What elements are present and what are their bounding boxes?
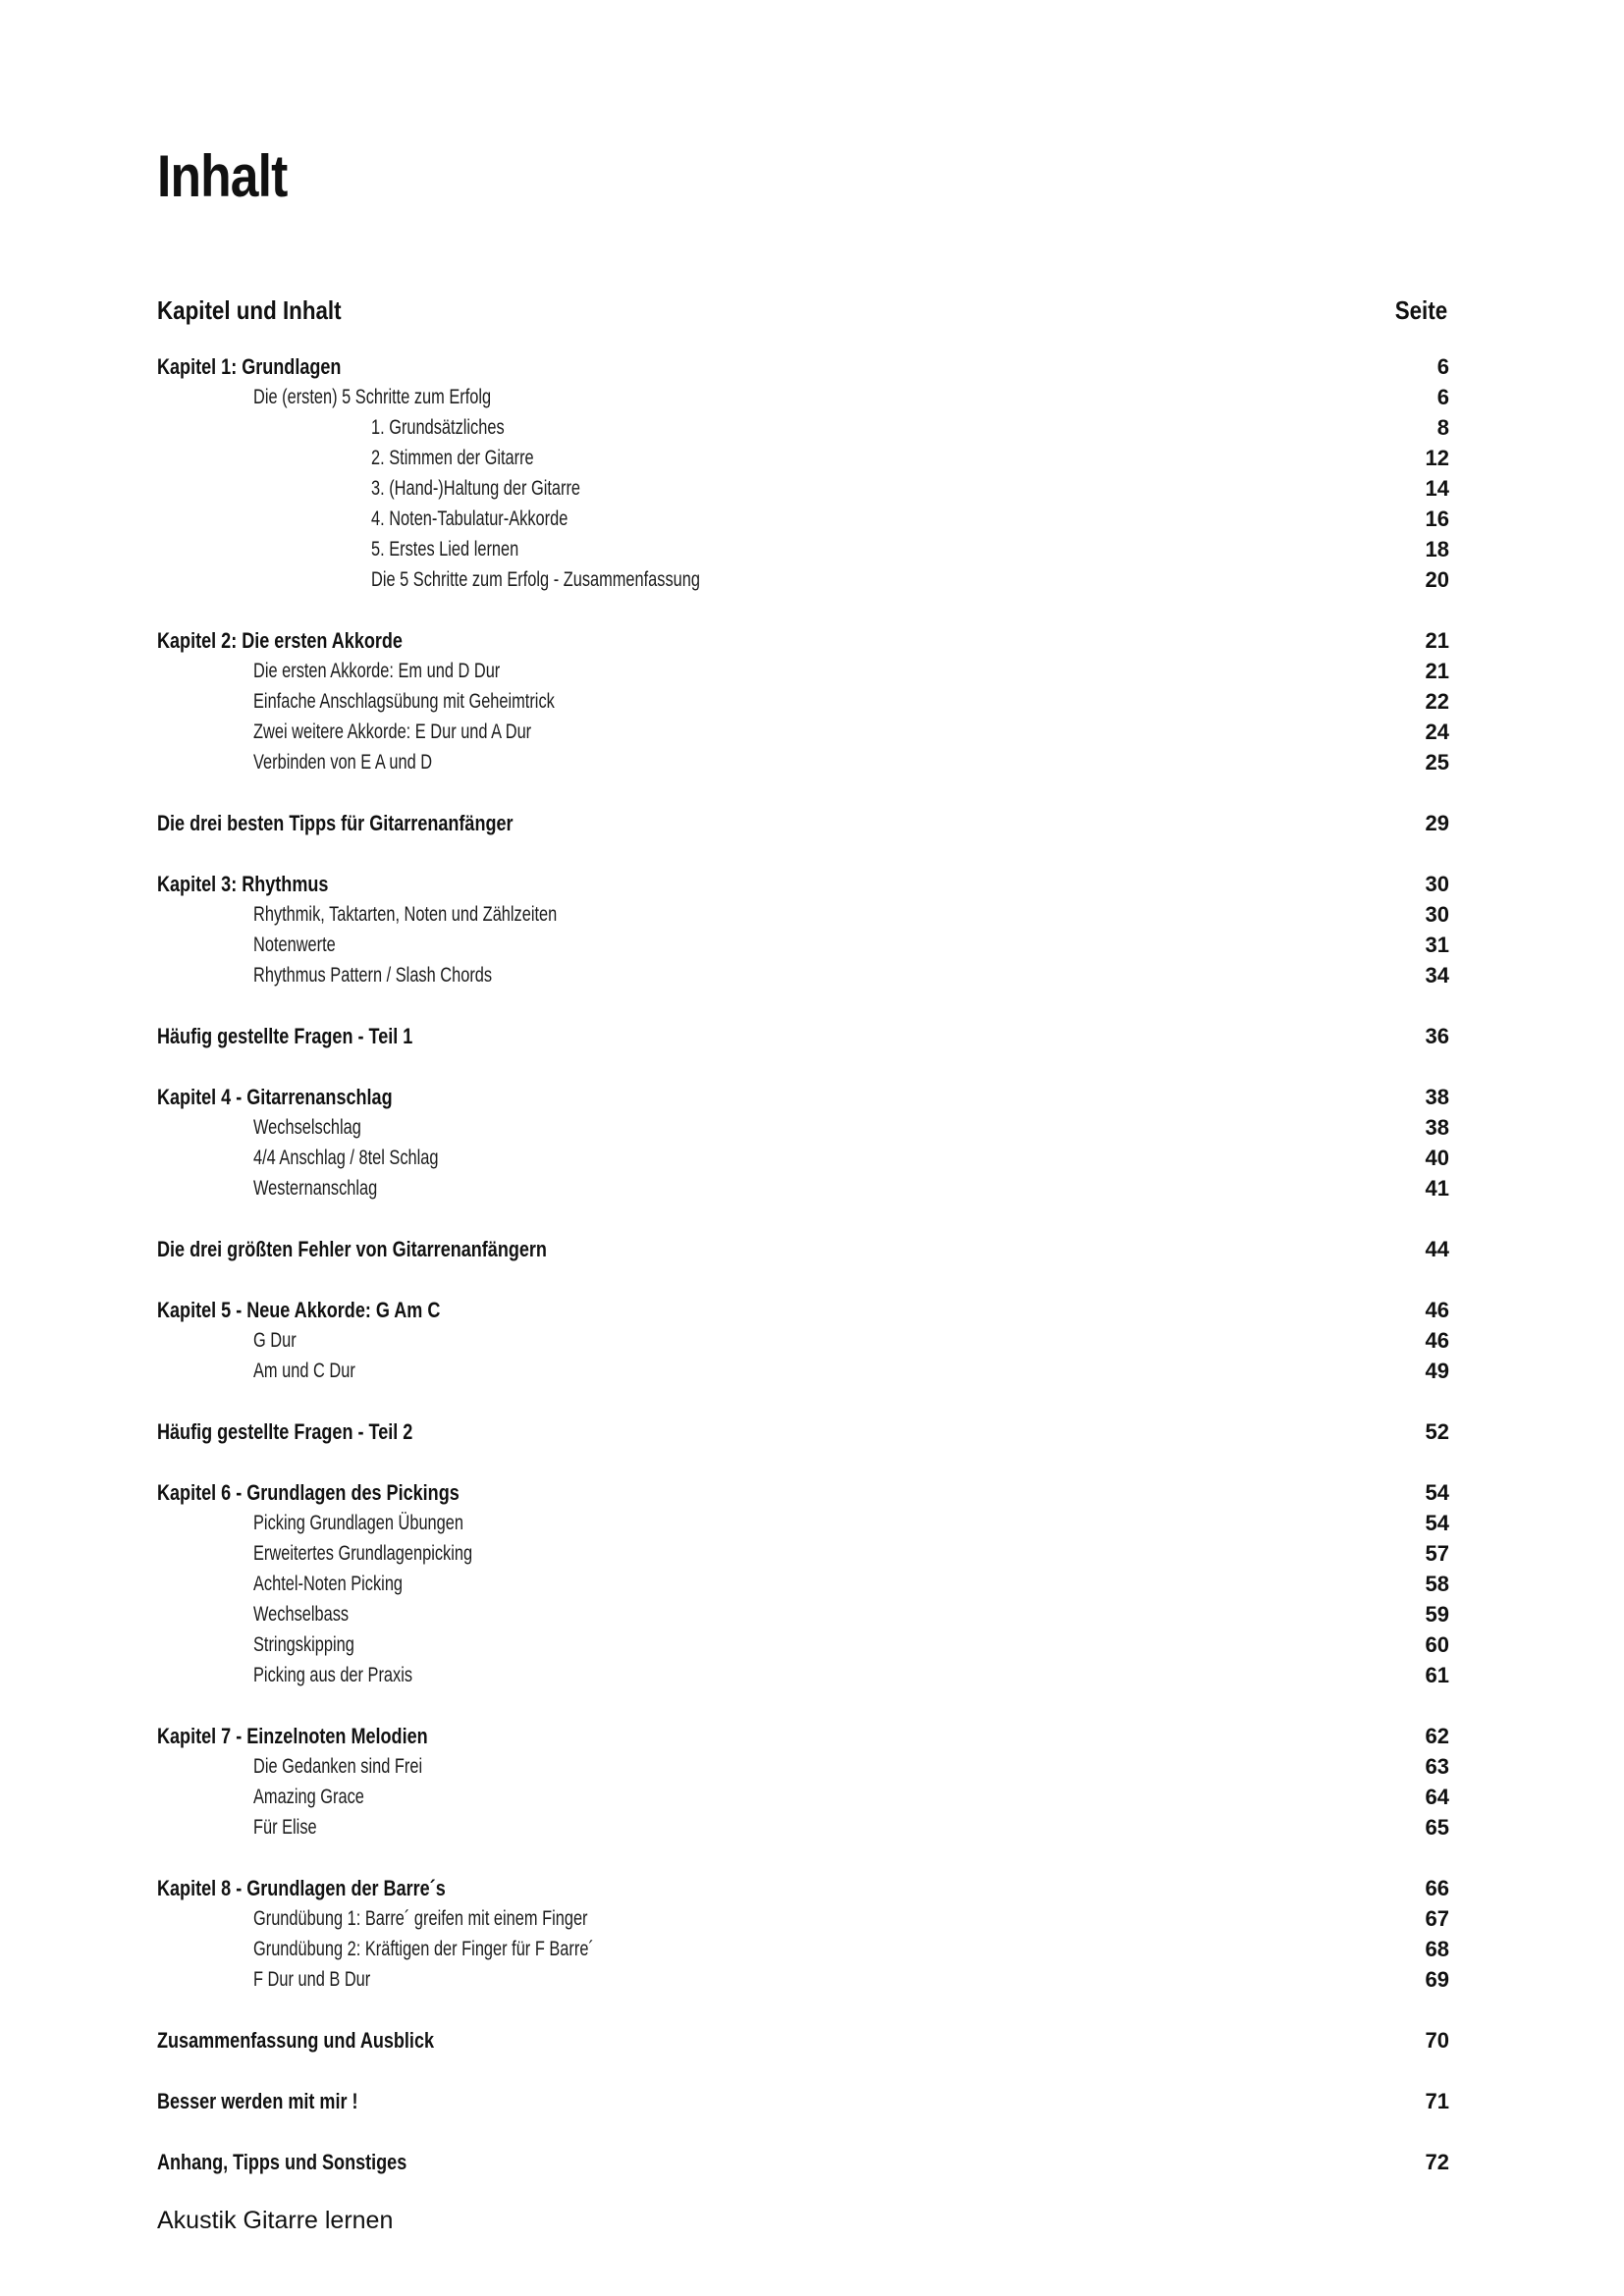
table-of-contents — [157, 351, 1449, 2208]
toc-entry-title: Die 5 Schritte zum Erfolg - Zusammenfassung — [371, 568, 701, 591]
toc-page-number: 67 — [1425, 1906, 1449, 1931]
toc-subentry[interactable] — [157, 1903, 1449, 1934]
toc-subentry[interactable] — [157, 382, 1449, 412]
toc-page-number: 36 — [1425, 1024, 1449, 1048]
toc-section — [157, 1082, 1449, 1203]
toc-entry-title: Rhythmus Pattern / Slash Chords — [253, 964, 493, 987]
toc-step-entry[interactable] — [157, 412, 1449, 443]
toc-page-number: 62 — [1425, 1724, 1449, 1748]
toc-section — [157, 1477, 1449, 1690]
toc-subentry[interactable] — [157, 747, 1449, 777]
toc-page-number: 40 — [1425, 1146, 1449, 1170]
toc-page-number: 71 — [1425, 2089, 1449, 2113]
toc-entry-title: Einfache Anschlagsübung mit Geheimtrick — [253, 690, 555, 713]
toc-header-chapter-label: Kapitel und Inhalt — [157, 295, 342, 325]
toc-entry-title: Picking aus der Praxis — [253, 1664, 413, 1686]
toc-entry-title: 3. (Hand-)Haltung der Gitarre — [371, 477, 581, 500]
toc-entry-title: Verbinden von E A und D — [253, 751, 433, 774]
toc-page-number: 30 — [1425, 902, 1449, 927]
toc-chapter-entry[interactable] — [157, 1082, 1449, 1112]
toc-entry-title: Zwei weitere Akkorde: E Dur und A Dur — [253, 721, 532, 743]
toc-page-number: 54 — [1425, 1511, 1449, 1535]
toc-page-number: 6 — [1436, 385, 1449, 409]
toc-step-entry[interactable] — [157, 443, 1449, 473]
toc-page-number: 60 — [1425, 1632, 1449, 1657]
toc-step-entry[interactable] — [157, 473, 1449, 504]
toc-entry-title: Kapitel 1: Grundlagen — [157, 354, 342, 379]
toc-entry-title: Grundübung 2: Kräftigen der Finger für F Barre´ — [253, 1938, 594, 1960]
toc-entry-title: Kapitel 2: Die ersten Akkorde — [157, 628, 403, 653]
toc-subentry[interactable] — [157, 1782, 1449, 1812]
toc-page-number: 8 — [1436, 415, 1449, 440]
toc-chapter-entry[interactable] — [157, 2025, 1449, 2056]
toc-section — [157, 869, 1449, 990]
toc-entry-title: Besser werden mit mir ! — [157, 2089, 358, 2113]
toc-section — [157, 2147, 1449, 2177]
toc-entry-title: Anhang, Tipps und Sonstiges — [157, 2150, 407, 2174]
toc-page-number: 24 — [1425, 720, 1449, 744]
toc-chapter-entry[interactable] — [157, 351, 1449, 382]
toc-section — [157, 1021, 1449, 1051]
toc-entry-title: Notenwerte — [253, 934, 336, 956]
toc-subentry[interactable] — [157, 1143, 1449, 1173]
toc-subentry[interactable] — [157, 1751, 1449, 1782]
toc-entry-title: Häufig gestellte Fragen - Teil 1 — [157, 1024, 413, 1048]
toc-page-number: 61 — [1425, 1663, 1449, 1687]
toc-entry-title: 4. Noten-Tabulatur-Akkorde — [371, 507, 568, 530]
toc-page-number: 29 — [1425, 811, 1449, 835]
toc-entry-title: Westernanschlag — [253, 1177, 378, 1200]
toc-entry-title: Achtel-Noten Picking — [253, 1573, 404, 1595]
toc-entry-title: 4/4 Anschlag / 8tel Schlag — [253, 1147, 439, 1169]
toc-page-number: 41 — [1425, 1176, 1449, 1201]
toc-chapter-entry[interactable] — [157, 808, 1449, 838]
toc-subentry[interactable] — [157, 1173, 1449, 1203]
toc-page-number: 44 — [1425, 1237, 1449, 1261]
toc-subentry[interactable] — [157, 1934, 1449, 1964]
toc-page-number: 14 — [1425, 476, 1449, 501]
toc-entry-title: Die (ersten) 5 Schritte zum Erfolg — [253, 386, 492, 408]
toc-page-number: 57 — [1425, 1541, 1449, 1566]
toc-subentry[interactable] — [157, 686, 1449, 717]
toc-entry-title: G Dur — [253, 1329, 297, 1352]
toc-entry-title: 2. Stimmen der Gitarre — [371, 447, 534, 469]
toc-page-number: 63 — [1425, 1754, 1449, 1779]
toc-section — [157, 1873, 1449, 1995]
toc-subentry[interactable] — [157, 1112, 1449, 1143]
toc-entry-title: Für Elise — [253, 1816, 317, 1839]
toc-entry-title: Kapitel 6 - Grundlagen des Pickings — [157, 1480, 460, 1505]
toc-section — [157, 1721, 1449, 1842]
toc-page-number: 21 — [1425, 628, 1449, 653]
toc-page-number: 12 — [1425, 446, 1449, 470]
toc-entry-title: Die drei besten Tipps für Gitarrenanfänger — [157, 811, 514, 835]
toc-entry-title: Die ersten Akkorde: Em und D Dur — [253, 660, 501, 682]
toc-chapter-entry[interactable] — [157, 1295, 1449, 1325]
toc-chapter-entry[interactable] — [157, 869, 1449, 899]
toc-page-number: 22 — [1425, 689, 1449, 714]
toc-entry-title: Kapitel 8 - Grundlagen der Barre´s — [157, 1876, 446, 1900]
toc-entry-title: Die drei größten Fehler von Gitarrenanfängern — [157, 1237, 547, 1261]
toc-entry-title: Rhythmik, Taktarten, Noten und Zählzeiten — [253, 903, 558, 926]
toc-subentry[interactable] — [157, 1508, 1449, 1538]
toc-section — [157, 1416, 1449, 1447]
toc-subentry[interactable] — [157, 1812, 1449, 1842]
toc-section — [157, 351, 1449, 595]
toc-page-number: 16 — [1425, 507, 1449, 531]
toc-page-number: 46 — [1425, 1328, 1449, 1353]
toc-subentry[interactable] — [157, 930, 1449, 960]
toc-page-number: 52 — [1425, 1419, 1449, 1444]
toc-chapter-entry[interactable] — [157, 2086, 1449, 2116]
toc-chapter-entry[interactable] — [157, 1477, 1449, 1508]
toc-header — [157, 291, 1447, 330]
toc-step-entry[interactable] — [157, 504, 1449, 534]
toc-chapter-entry[interactable] — [157, 1021, 1449, 1051]
toc-entry-title: Zusammenfassung und Ausblick — [157, 2028, 435, 2053]
toc-page-number: 64 — [1425, 1785, 1449, 1809]
toc-page-number: 30 — [1425, 872, 1449, 896]
toc-page-number: 38 — [1425, 1085, 1449, 1109]
toc-subentry[interactable] — [157, 1660, 1449, 1690]
toc-entry-title: F Dur und B Dur — [253, 1968, 371, 1991]
toc-chapter-entry[interactable] — [157, 1416, 1449, 1447]
toc-page-number: 72 — [1425, 2150, 1449, 2174]
toc-subentry[interactable] — [157, 899, 1449, 930]
toc-entry-title: Kapitel 5 - Neue Akkorde: G Am C — [157, 1298, 441, 1322]
toc-subentry[interactable] — [157, 1629, 1449, 1660]
toc-page-number: 31 — [1425, 933, 1449, 957]
toc-entry-title: Kapitel 3: Rhythmus — [157, 872, 329, 896]
toc-chapter-entry[interactable] — [157, 625, 1449, 656]
toc-page-number: 38 — [1425, 1115, 1449, 1140]
toc-step-entry[interactable] — [157, 534, 1449, 564]
toc-subentry[interactable] — [157, 1599, 1449, 1629]
toc-chapter-entry[interactable] — [157, 1234, 1449, 1264]
toc-step-entry[interactable] — [157, 564, 1449, 595]
toc-page-number: 54 — [1425, 1480, 1449, 1505]
toc-entry-title: Wechselbass — [253, 1603, 350, 1626]
toc-subentry[interactable] — [157, 1538, 1449, 1569]
toc-page-number: 59 — [1425, 1602, 1449, 1627]
toc-page-number: 68 — [1425, 1937, 1449, 1961]
toc-section — [157, 2086, 1449, 2116]
toc-chapter-entry[interactable] — [157, 1721, 1449, 1751]
toc-chapter-entry[interactable] — [157, 1873, 1449, 1903]
toc-entry-title: Die Gedanken sind Frei — [253, 1755, 423, 1778]
toc-page-number: 20 — [1425, 567, 1449, 592]
toc-page-number: 34 — [1425, 963, 1449, 988]
toc-entry-title: Grundübung 1: Barre´ greifen mit einem Finger — [253, 1907, 588, 1930]
toc-entry-title: 1. Grundsätzliches — [371, 416, 505, 439]
toc-section — [157, 1234, 1449, 1264]
toc-header-page-label: Seite — [1394, 295, 1447, 325]
toc-subentry[interactable] — [157, 1325, 1449, 1356]
toc-page-number: 69 — [1425, 1967, 1449, 1992]
toc-subentry[interactable] — [157, 656, 1449, 686]
toc-entry-title: Am und C Dur — [253, 1360, 355, 1382]
toc-page-number: 70 — [1425, 2028, 1449, 2053]
toc-entry-title: Amazing Grace — [253, 1786, 364, 1808]
toc-section — [157, 2025, 1449, 2056]
toc-page-number: 6 — [1436, 354, 1449, 379]
toc-subentry[interactable] — [157, 717, 1449, 747]
toc-entry-title: Kapitel 7 - Einzelnoten Melodien — [157, 1724, 428, 1748]
toc-entry-title: Stringskipping — [253, 1633, 354, 1656]
toc-entry-title: 5. Erstes Lied lernen — [371, 538, 519, 561]
toc-page-number: 21 — [1425, 659, 1449, 683]
toc-section — [157, 1295, 1449, 1386]
footer-book-title: Akustik Gitarre lernen — [157, 2207, 394, 2234]
toc-entry-title: Häufig gestellte Fragen - Teil 2 — [157, 1419, 413, 1444]
toc-entry-title: Erweitertes Grundlagenpicking — [253, 1542, 473, 1565]
toc-page-number: 49 — [1425, 1359, 1449, 1383]
toc-page-number: 58 — [1425, 1572, 1449, 1596]
toc-section — [157, 808, 1449, 838]
page-title: Inhalt — [157, 143, 288, 209]
toc-subentry[interactable] — [157, 1569, 1449, 1599]
toc-entry-title: Picking Grundlagen Übungen — [253, 1512, 464, 1534]
toc-entry-title: Kapitel 4 - Gitarrenanschlag — [157, 1085, 393, 1109]
toc-chapter-entry[interactable] — [157, 2147, 1449, 2177]
toc-subentry[interactable] — [157, 1964, 1449, 1995]
toc-subentry[interactable] — [157, 1356, 1449, 1386]
toc-page-number: 66 — [1425, 1876, 1449, 1900]
toc-page-number: 25 — [1425, 750, 1449, 774]
toc-subentry[interactable] — [157, 960, 1449, 990]
toc-entry-title: Wechselschlag — [253, 1116, 361, 1139]
toc-page-number: 46 — [1425, 1298, 1449, 1322]
toc-section — [157, 625, 1449, 777]
toc-page-number: 65 — [1425, 1815, 1449, 1840]
toc-page-number: 18 — [1425, 537, 1449, 561]
